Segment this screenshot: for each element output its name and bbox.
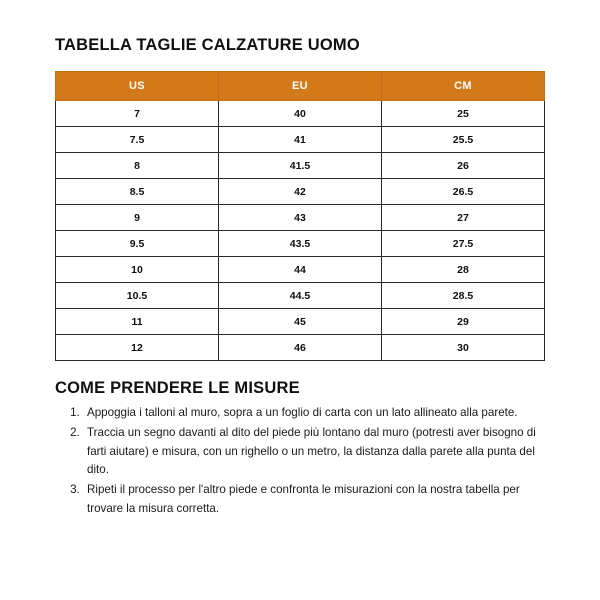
table-row	[56, 127, 545, 153]
cell-eu: 43	[219, 205, 382, 231]
table-header-row	[56, 72, 545, 101]
section-title-measurements: COME PRENDERE LE MISURE	[55, 379, 300, 397]
table-body	[56, 101, 545, 361]
cell-cm: 27	[382, 205, 545, 231]
table-row	[56, 283, 545, 309]
cell-us: 8.5	[56, 179, 219, 205]
cell-eu: 44	[219, 257, 382, 283]
cell-cm: 30	[382, 335, 545, 361]
cell-us: 12	[56, 335, 219, 361]
table-row	[56, 231, 545, 257]
cell-us: 7	[56, 101, 219, 127]
column-header-cm: CM	[382, 72, 545, 101]
cell-us: 10	[56, 257, 219, 283]
table-row	[56, 179, 545, 205]
list-item: 3. Ripeti il processo per l'altro piede e confronta le misurazioni con la nostra tabella per trovare la misura corretta.	[83, 481, 545, 519]
cell-us: 10.5	[56, 283, 219, 309]
cell-us: 7.5	[56, 127, 219, 153]
measurement-steps-list	[55, 404, 545, 519]
size-chart-table	[55, 71, 545, 361]
cell-cm: 27.5	[382, 231, 545, 257]
cell-us: 8	[56, 153, 219, 179]
cell-us: 11	[56, 309, 219, 335]
cell-eu: 45	[219, 309, 382, 335]
cell-us: 9	[56, 205, 219, 231]
cell-eu: 41.5	[219, 153, 382, 179]
cell-cm: 28.5	[382, 283, 545, 309]
cell-us: 9.5	[56, 231, 219, 257]
cell-cm: 26	[382, 153, 545, 179]
list-item: 1. Appoggia i talloni al muro, sopra a un foglio di carta con un lato allineato alla parete.	[83, 404, 545, 423]
table-row	[56, 153, 545, 179]
cell-cm: 29	[382, 309, 545, 335]
cell-eu: 42	[219, 179, 382, 205]
cell-eu: 46	[219, 335, 382, 361]
cell-eu: 43.5	[219, 231, 382, 257]
cell-cm: 28	[382, 257, 545, 283]
cell-cm: 25	[382, 101, 545, 127]
table-row	[56, 205, 545, 231]
table-row	[56, 309, 545, 335]
table-header	[56, 72, 545, 101]
table-row	[56, 335, 545, 361]
cell-cm: 25.5	[382, 127, 545, 153]
cell-eu: 40	[219, 101, 382, 127]
cell-cm: 26.5	[382, 179, 545, 205]
table-row	[56, 257, 545, 283]
page-title: TABELLA TAGLIE CALZATURE UOMO	[55, 36, 360, 54]
list-item: 2. Traccia un segno davanti al dito del piede più lontano dal muro (potresti aver bisogno di farti aiutare) e misura, con un righello o un metro, la distanza dalla parete alla punta del dito.	[83, 424, 545, 480]
table-row	[56, 101, 545, 127]
column-header-eu: EU	[219, 72, 382, 101]
cell-eu: 44.5	[219, 283, 382, 309]
cell-eu: 41	[219, 127, 382, 153]
column-header-us: US	[56, 72, 219, 101]
